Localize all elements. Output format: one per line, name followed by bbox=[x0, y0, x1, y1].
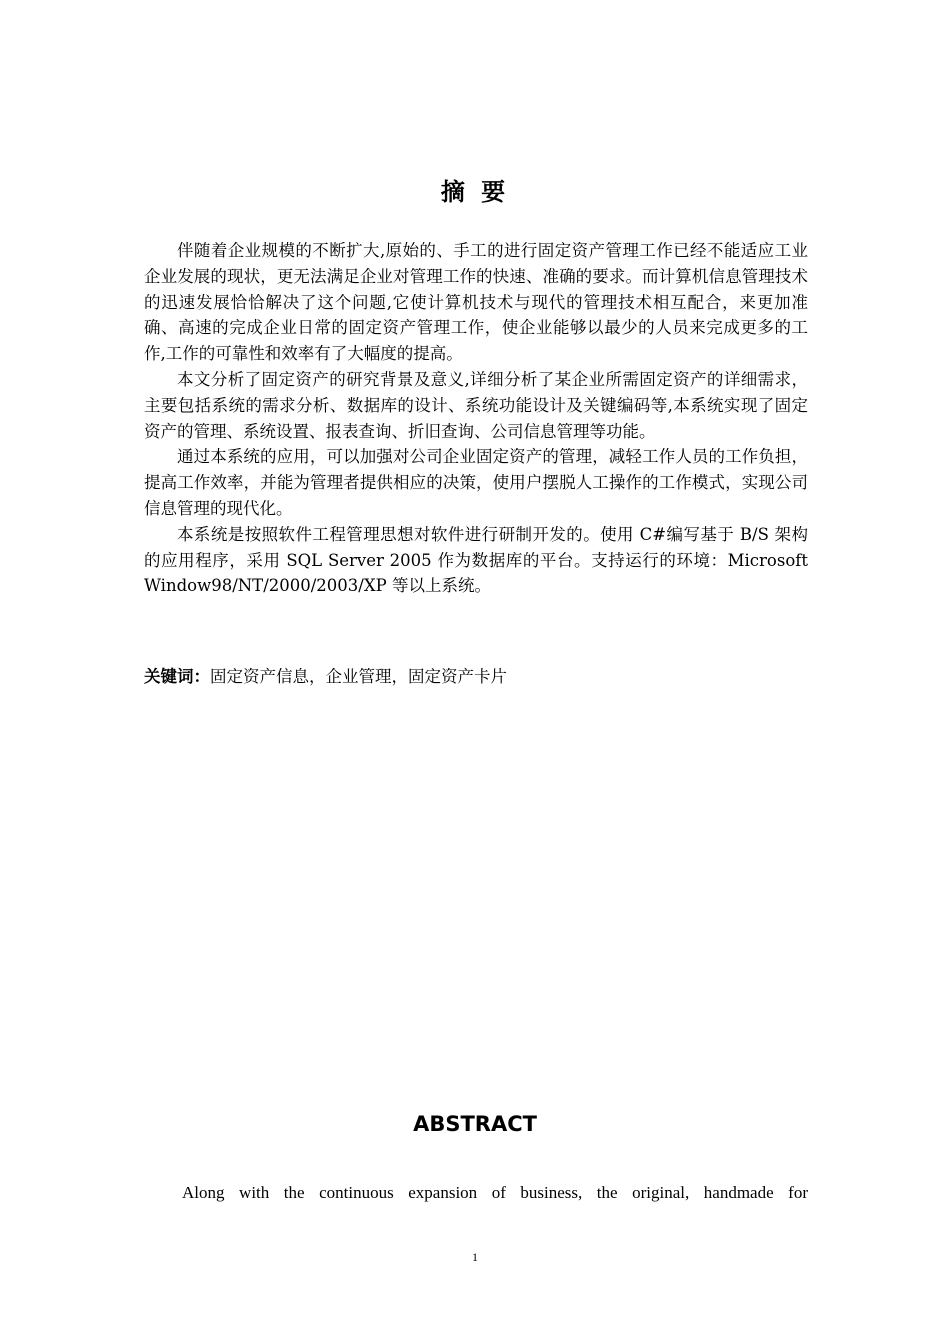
abstract-en-first-line: Along with the continuous expansion of business, the original, handmade for bbox=[182, 1183, 808, 1202]
abstract-en-title: ABSTRACT bbox=[413, 1112, 537, 1136]
abstract-cn-title: 摘 要 bbox=[440, 177, 510, 206]
abstract-cn-paragraph-2: 本文分析了固定资产的研究背景及意义,详细分析了某企业所需固定资产的详细需求，主要包括系统的需求分析、数据库的设计、系统功能设计及关键编码等,本系统实现了固定资产的管理、系统设置、报表查询、折旧查询、公司信息管理等功能。 bbox=[144, 369, 808, 441]
abstract-cn-body bbox=[144, 238, 808, 599]
abstract-cn-paragraph-4: 本系统是按照软件工程管理思想对软件进行研制开发的。使用 C#编写基于 B/S 架构的应用程序，采用 SQL Server 2005 作为数据库的平台。支持运行的环境：Microsoft Window98/NT/2000/2003/XP 等以上系统。 bbox=[144, 524, 808, 596]
abstract-cn-paragraph-1: 伴随着企业规模的不断扩大,原始的、手工的进行固定资产管理工作已经不能适应工业企业发展的现状，更无法满足企业对管理工作的快速、准确的要求。而计算机信息管理技术的迅速发展恰恰解决了这个问题,它使计算机技术与现代的管理技术相互配合，来更加准确、高速的完成企业日常的固定资产管理工作，使企业能够以最少的人员来完成更多的工作,工作的可靠性和效率有了大幅度的提高。 bbox=[144, 241, 808, 364]
keywords-label: 关键词： bbox=[144, 667, 210, 686]
keywords-value: 固定资产信息，企业管理，固定资产卡片 bbox=[210, 667, 507, 686]
keywords-line bbox=[144, 664, 808, 690]
abstract-cn-paragraph-3: 通过本系统的应用，可以加强对公司企业固定资产的管理，减轻工作人员的工作负担，提高工作效率，并能为管理者提供相应的决策，使用户摆脱人工操作的工作模式，实现公司信息管理的现代化。 bbox=[144, 447, 808, 518]
page-number: 1 bbox=[472, 1250, 478, 1264]
